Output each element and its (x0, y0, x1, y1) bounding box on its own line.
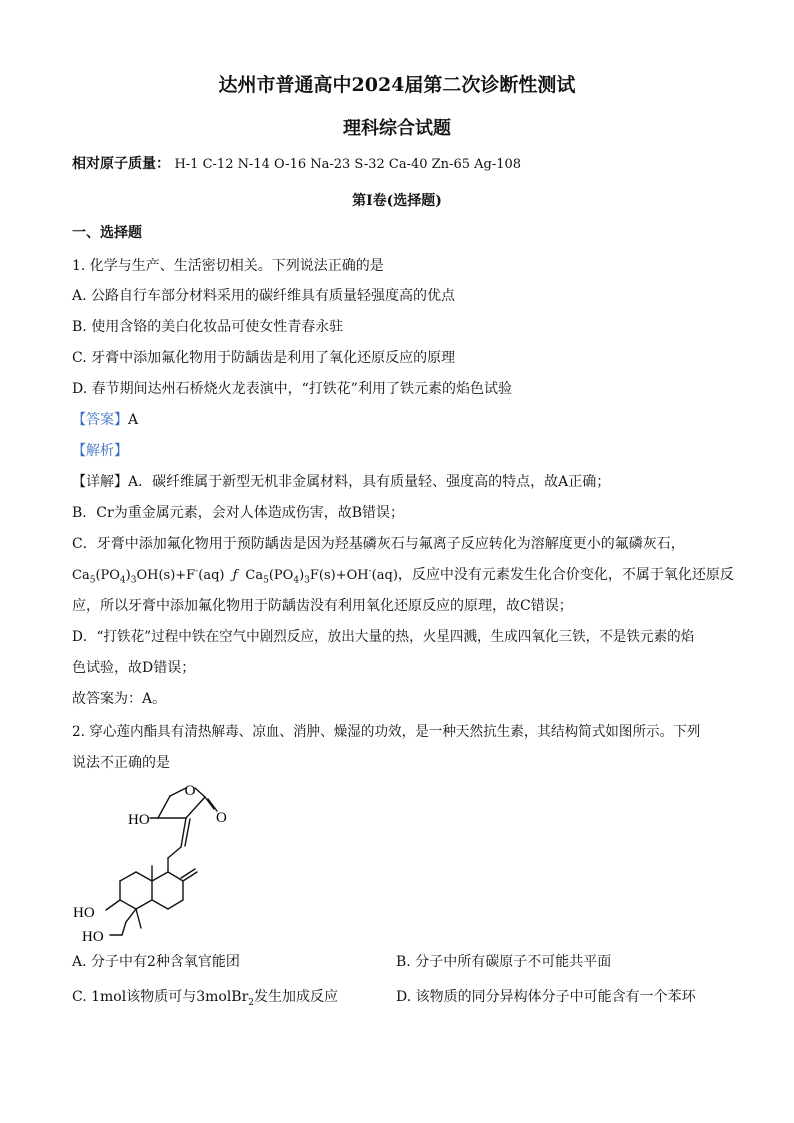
eq-sub: 4 (293, 575, 300, 586)
eq-sub: 5 (263, 575, 269, 586)
answer-value: A (128, 412, 139, 428)
eq-f-oh: F(s)+OH (309, 568, 369, 583)
eq-ca: Ca (245, 568, 264, 583)
q1-option-b: B. 使用含铬的美白化妆品可使女性青春永驻 (72, 319, 344, 335)
q2-option-c (72, 988, 338, 1006)
eq-tail: ，反应中没有元素发生化合价变化，不属于氧化还原反 (397, 567, 734, 583)
detail-tag: 【详解】 (72, 474, 128, 490)
answer-tag: 【答案】 (72, 412, 128, 428)
q1-detail-b: B．Cr为重金属元素，会对人体造成伤害，故B错误； (72, 505, 404, 521)
eq-paren: ) (299, 568, 305, 583)
eq-sub: 5 (89, 575, 96, 586)
q1-detail-c1: C．牙膏中添加氟化物用于预防龋齿是因为羟基磷灰石与氟离子反应转化为溶解度更小的氟磷灰石， (72, 536, 685, 552)
q1-conclusion: 故答案为：A。 (72, 691, 167, 707)
q2-stem-line2: 说法不正确的是 (72, 755, 170, 771)
q1-option-d: D. 春节期间达州石桥烧火龙表演中，“打铁花”利用了铁元素的焰色试验 (72, 381, 512, 397)
eq-charge: - (195, 566, 199, 577)
detail-a: A．碳纤维属于新型无机非金属材料，具有质量轻、强度高的特点，故A正确； (128, 474, 611, 490)
structure-bonds (106, 788, 217, 935)
q1-stem: 1. 化学与生产、生活密切相关。下列说法正确的是 (72, 258, 384, 274)
eq-po: (PO (268, 568, 294, 583)
eq-charge: - (368, 566, 372, 577)
eq-sub: 3 (130, 575, 137, 586)
page-title: 达州市普通高中2024届第二次诊断性测试 (218, 74, 576, 96)
q2-option-c-post: 发生加成反应 (254, 989, 339, 1005)
q1-detail-d2: 色试验，故D错误； (72, 660, 196, 676)
detail-d1-text: D．“打铁花”过程中铁在空气中剧烈反应，放出大量的热，火星四溅，生成四氧化三铁，不是铁元素的焰 (72, 629, 695, 645)
atom-ho-1: HO (128, 812, 150, 828)
eq-oh-f: OH(s)+F (136, 568, 196, 583)
atomic-mass-label: 相对原子质量： (72, 156, 170, 172)
atomic-mass-values: H-1 C-12 N-14 O-16 Na-23 S-32 Ca-40 Zn-65 Ag-108 (174, 157, 522, 172)
page-subtitle: 理科综合试题 (343, 118, 451, 139)
q2-option-a: A. 分子中有2种含氧官能团 (72, 954, 240, 970)
q1-option-a: A. 公路自行车部分材料采用的碳纤维具有质量轻强度高的优点 (72, 288, 456, 304)
q2-option-b: B. 分子中所有碳原子不可能共平面 (396, 954, 612, 970)
q2-option-d: D. 该物质的同分异构体分子中可能含有一个苯环 (396, 989, 696, 1005)
q2-option-c-formula: 3molBr (196, 989, 249, 1005)
eq-po: (PO (95, 568, 120, 583)
atom-o-carbonyl: O (216, 810, 227, 826)
eq-ca: Ca (72, 568, 90, 583)
atom-ho-2: HO (73, 905, 95, 921)
volume-title: 第I卷(选择题) (352, 193, 442, 209)
eq-sub: 4 (119, 575, 126, 586)
q1-option-c: C. 牙膏中添加氟化物用于防龋齿是利用了氧化还原反应的原理 (72, 350, 456, 366)
eq-paren: ) (125, 568, 131, 583)
eq-aq: (aq) (371, 568, 398, 583)
q1-detail-c3: 应，所以牙膏中添加氟化物用于防龋齿没有利用氧化还原反应的原理，故C错误； (72, 598, 573, 614)
atom-o-ring: O (184, 783, 196, 799)
eq-sub: 3 (304, 575, 310, 586)
atom-ho-3: HO (82, 929, 104, 945)
eq-aq: (aq) (198, 568, 225, 583)
section-title: 一、选择题 (72, 225, 142, 241)
q2-option-c-sub: 2 (248, 997, 255, 1008)
q2-stem1-text: 2. 穿心莲内酯具有清热解毒、凉血、消肿、燥湿的功效，是一种天然抗生素，其结构简式如图所示。下列 (72, 724, 701, 740)
analysis-tag: 【解析】 (72, 443, 128, 459)
equilibrium-arrow: ƒ (232, 568, 238, 583)
q2-option-c-pre: C. 1mol该物质可与 (72, 989, 197, 1005)
